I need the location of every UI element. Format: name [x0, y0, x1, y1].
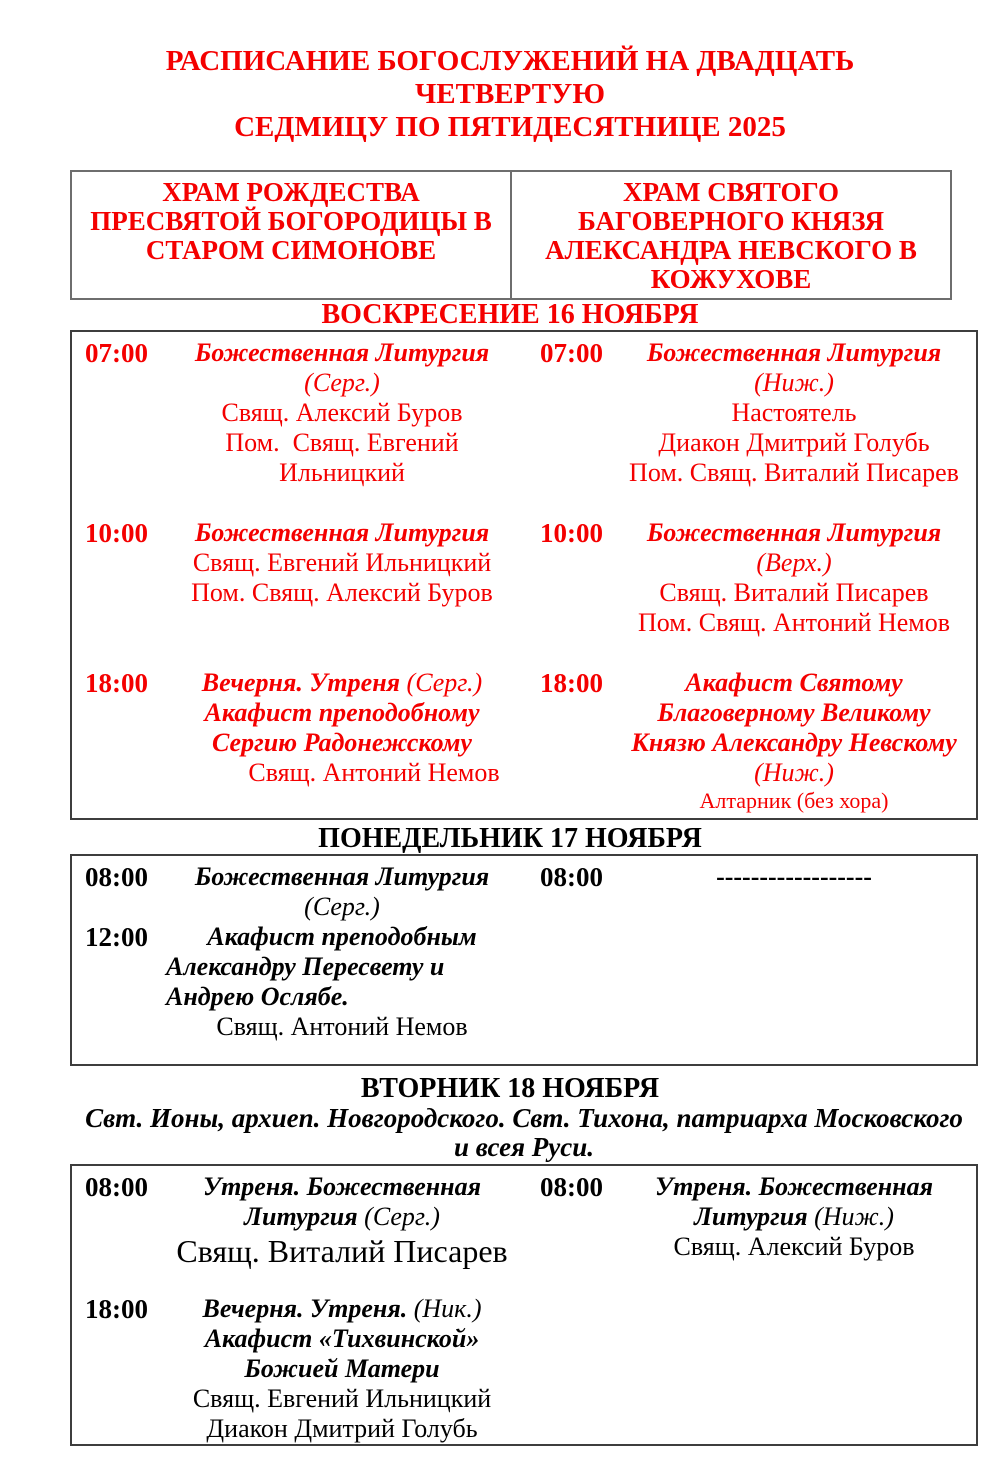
clergy-line: Диакон Дмитрий Голубь [206, 1414, 478, 1443]
service-name: Литургия [694, 1202, 815, 1231]
time-cell: 08:00 [85, 1172, 148, 1202]
schedule-title [70, 45, 950, 144]
schedule-row [72, 1294, 976, 1444]
time-cell: 10:00 [540, 518, 603, 548]
time-cell: 18:00 [85, 1294, 148, 1324]
service-name: Литургия [244, 1202, 365, 1231]
schedule-title-line: РАСПИСАНИЕ БОГОСЛУЖЕНИЙ НА ДВАДЦАТЬ ЧЕТВЕРТУЮ [165, 45, 855, 110]
schedule-row [72, 862, 976, 922]
time-cell: 08:00 [85, 862, 148, 892]
church-cell-kozhukhovo [512, 172, 950, 298]
entry-column-left [152, 922, 532, 1042]
time-cell: 10:00 [85, 518, 148, 548]
feast-subtitle [70, 1104, 978, 1162]
clergy-line: Пом. Свящ. Евгений [225, 428, 459, 457]
entry-column-left [152, 668, 532, 788]
service-line: Божественная Литургия [194, 338, 490, 367]
service-line: Благоверному Великому [657, 698, 931, 727]
church-name-line: СТАРОМ СИМОНОВЕ [145, 235, 437, 265]
service-line [612, 1202, 976, 1232]
church-name-line: БАГОВЕРНОГО КНЯЗЯ [577, 206, 885, 236]
clergy-line: Свящ. Алексий Буров [221, 398, 463, 427]
clergy-line: Настоятель [731, 398, 857, 427]
schedule-row [72, 1172, 976, 1270]
service-line: Утреня. Божественная [654, 1172, 934, 1201]
service-line: Божественная Литургия [646, 338, 942, 367]
location-tag: (Серг.) [364, 1202, 440, 1231]
church-name-line: КОЖУХОВЕ [650, 264, 812, 294]
clergy-line: Пом. Свящ. Виталий Писарев [629, 458, 959, 487]
location-line: (Верх.) [756, 548, 832, 577]
time-cell: 12:00 [85, 922, 148, 952]
time-cell: 18:00 [85, 668, 148, 698]
location-tag: (Ниж.) [814, 1202, 894, 1231]
feast-subtitle-line: Свт. Ионы, архиеп. Новгородского. Свт. Тихона, патриарха Московского [85, 1103, 963, 1133]
clergy-line: Диакон Дмитрий Голубь [658, 428, 930, 457]
entry-column-left [152, 1294, 532, 1444]
clergy-line: Алтарник (без хора) [699, 788, 889, 813]
clergy-line: Свящ. Антоний Немов [216, 1012, 468, 1041]
service-line: Александру Пересвету и [166, 952, 445, 981]
service-line: Божественная Литургия [194, 862, 490, 891]
schedule-row [72, 668, 976, 818]
schedule-title-line: СЕДМИЦУ ПО ПЯТИДЕСЯТНИЦЕ 2025 [234, 111, 786, 143]
feast-subtitle-line: и всея Руси. [454, 1132, 594, 1162]
service-name: Вечерня. Утреня [201, 668, 407, 697]
time-cell: 07:00 [85, 338, 148, 368]
location-line: (Ниж.) [754, 368, 834, 397]
service-line [152, 668, 532, 698]
location-tag: (Серг.) [406, 668, 483, 697]
clergy-line: Свящ. Евгений Ильницкий [192, 1384, 492, 1413]
location-line: (Серг.) [304, 892, 380, 921]
time-cell: 18:00 [540, 668, 603, 698]
church-cell-simonovo [72, 172, 512, 298]
schedule-box-monday [70, 854, 978, 1066]
schedule-box-sunday [70, 330, 978, 820]
entry-column-right [612, 518, 976, 638]
schedule-row [72, 518, 976, 638]
entry-column-right [612, 1172, 976, 1262]
schedule-row [72, 338, 976, 488]
entry-column-left [152, 1172, 532, 1270]
church-name-line: АЛЕКСАНДРА НЕВСКОГО В [545, 235, 917, 265]
service-line: Акафист преподобному [204, 698, 480, 727]
entry-column-left [152, 518, 532, 608]
service-line: Акафист «Тихвинской» [204, 1324, 480, 1353]
day-heading-tuesday: ВТОРНИК 18 НОЯБРЯ [360, 1073, 660, 1104]
service-line: Сергию Радонежскому [212, 728, 472, 757]
clergy-line: Пом. Свящ. Антоний Немов [638, 608, 950, 637]
church-table [70, 170, 952, 300]
clergy-line: Ильницкий [279, 458, 405, 487]
entry-column-right [612, 862, 976, 892]
service-line [152, 1294, 532, 1324]
clergy-line: Свящ. Виталий Писарев [659, 578, 929, 607]
service-line: Божией Матери [244, 1354, 440, 1383]
location-line: (Серг.) [304, 368, 380, 397]
time-cell: 07:00 [540, 338, 603, 368]
service-line: Божественная Литургия [646, 518, 942, 547]
entry-column-right [612, 338, 976, 488]
clergy-line: Свящ. Алексий Буров [673, 1232, 915, 1261]
day-heading-sunday: ВОСКРЕСЕНИЕ 16 НОЯБРЯ [321, 299, 699, 330]
service-line: Князю Александру Невскому [631, 728, 957, 757]
schedule-box-tuesday [70, 1164, 978, 1446]
location-tag: (Ник.) [413, 1294, 482, 1323]
entry-column-right [612, 668, 976, 818]
entry-column-left [152, 338, 532, 488]
clergy-line: Свящ. Антоний Немов [248, 758, 500, 787]
service-line: Утреня. Божественная [202, 1172, 482, 1201]
church-name-line: ХРАМ СВЯТОГО [622, 177, 840, 207]
schedule-row [72, 922, 976, 1042]
church-name-line: ХРАМ РОЖДЕСТВА [162, 177, 420, 207]
time-cell: 08:00 [540, 862, 603, 892]
service-line [152, 1202, 532, 1232]
page-content [70, 45, 978, 1446]
service-line: Акафист Святому [685, 668, 903, 697]
schedule-document [0, 45, 1000, 1459]
day-heading-monday: ПОНЕДЕЛЬНИК 17 НОЯБРЯ [318, 823, 702, 854]
service-line: Божественная Литургия [194, 518, 490, 547]
no-service-dashes: ------------------ [716, 862, 872, 891]
clergy-line: Пом. Свящ. Алексий Буров [191, 578, 493, 607]
entry-column-left [152, 862, 532, 922]
clergy-line: Свящ. Виталий Писарев [176, 1233, 508, 1269]
time-cell: 08:00 [540, 1172, 603, 1202]
church-name-line: ПРЕСВЯТОЙ БОГОРОДИЦЫ В [90, 206, 492, 236]
service-name: Вечерня. Утреня. [202, 1294, 414, 1323]
location-line: (Ниж.) [754, 758, 834, 787]
service-line: Андрею Ослябе. [166, 982, 349, 1011]
clergy-line: Свящ. Евгений Ильницкий [192, 548, 492, 577]
service-line: Акафист преподобным [207, 922, 477, 951]
